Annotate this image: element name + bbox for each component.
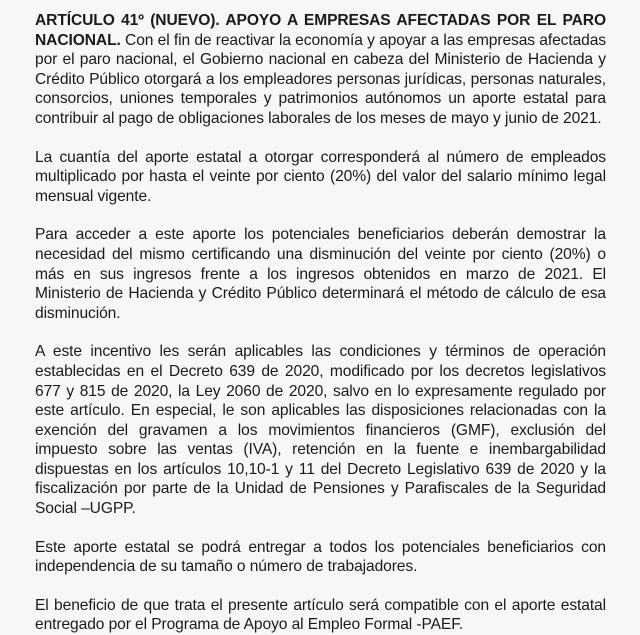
paragraph-6: El beneficio de que trata el presente artículo será compatible con el aporte estatal entregado por el Programa de Apoyo al Empleo Formal -PAEF. — [35, 596, 606, 634]
paragraph-5: Este aporte estatal se podrá entregar a todos los potenciales beneficiarios con independencia de su tamaño o número de trabajadores. — [35, 538, 606, 576]
paragraph-1-text: Con el fin de reactivar la economía y apoyar a las empresas afectadas por el paro nacional, el Gobierno nacional en cabeza del Ministerio de Hacienda y Crédito Público otorgará a los empleadores personas jurídicas, personas naturales, consorcios, uniones temporales y patrimonios autónomos un aporte estatal para contribuir al pago de obligaciones laborales de los meses de mayo y junio de 2021. — [35, 31, 606, 127]
article-heading: ARTÍCULO 41º (NUEVO). APOYO A EMPRESAS AFECTADAS POR EL PARO NACIONAL. — [35, 12, 606, 49]
paragraph-2: La cuantía del aporte estatal a otorgar corresponderá al número de empleados multiplicado por hasta el veinte por ciento (20%) del valor del salario mínimo legal mensual vigente. — [35, 148, 606, 205]
paragraph-intro — [35, 11, 606, 129]
paragraph-3: Para acceder a este aporte los potenciales beneficiarios deberán demostrar la necesidad del mismo certificando una disminución del veinte por ciento (20%) o más en sus ingresos frente a los ingresos obtenidos en marzo de 2021. El Ministerio de Hacienda y Crédito Público determinará el método de cálculo de esa disminución. — [35, 226, 606, 322]
paragraph-4: A este incentivo les serán aplicables las condiciones y términos de operación establecidas en el Decreto 639 de 2020, modificado por los decretos legislativos 677 y 815 de 2020, la Ley 2060 de 2020, salvo en lo expresamente regulado por este artículo. En especial, le son aplicables las disposiciones relacionadas con la exención del gravamen a los movimientos financieros (GMF), exclusión del impuesto sobre las ventas (IVA), retención en la fuente e inembargabilidad dispuestas en los artículos 10,10-1 y 11 del Decreto Legislativo 639 de 2020 y la fiscalización por parte de la Unidad de Pensiones y Parafiscales de la Seguridad Social –UGPP. — [35, 343, 606, 518]
